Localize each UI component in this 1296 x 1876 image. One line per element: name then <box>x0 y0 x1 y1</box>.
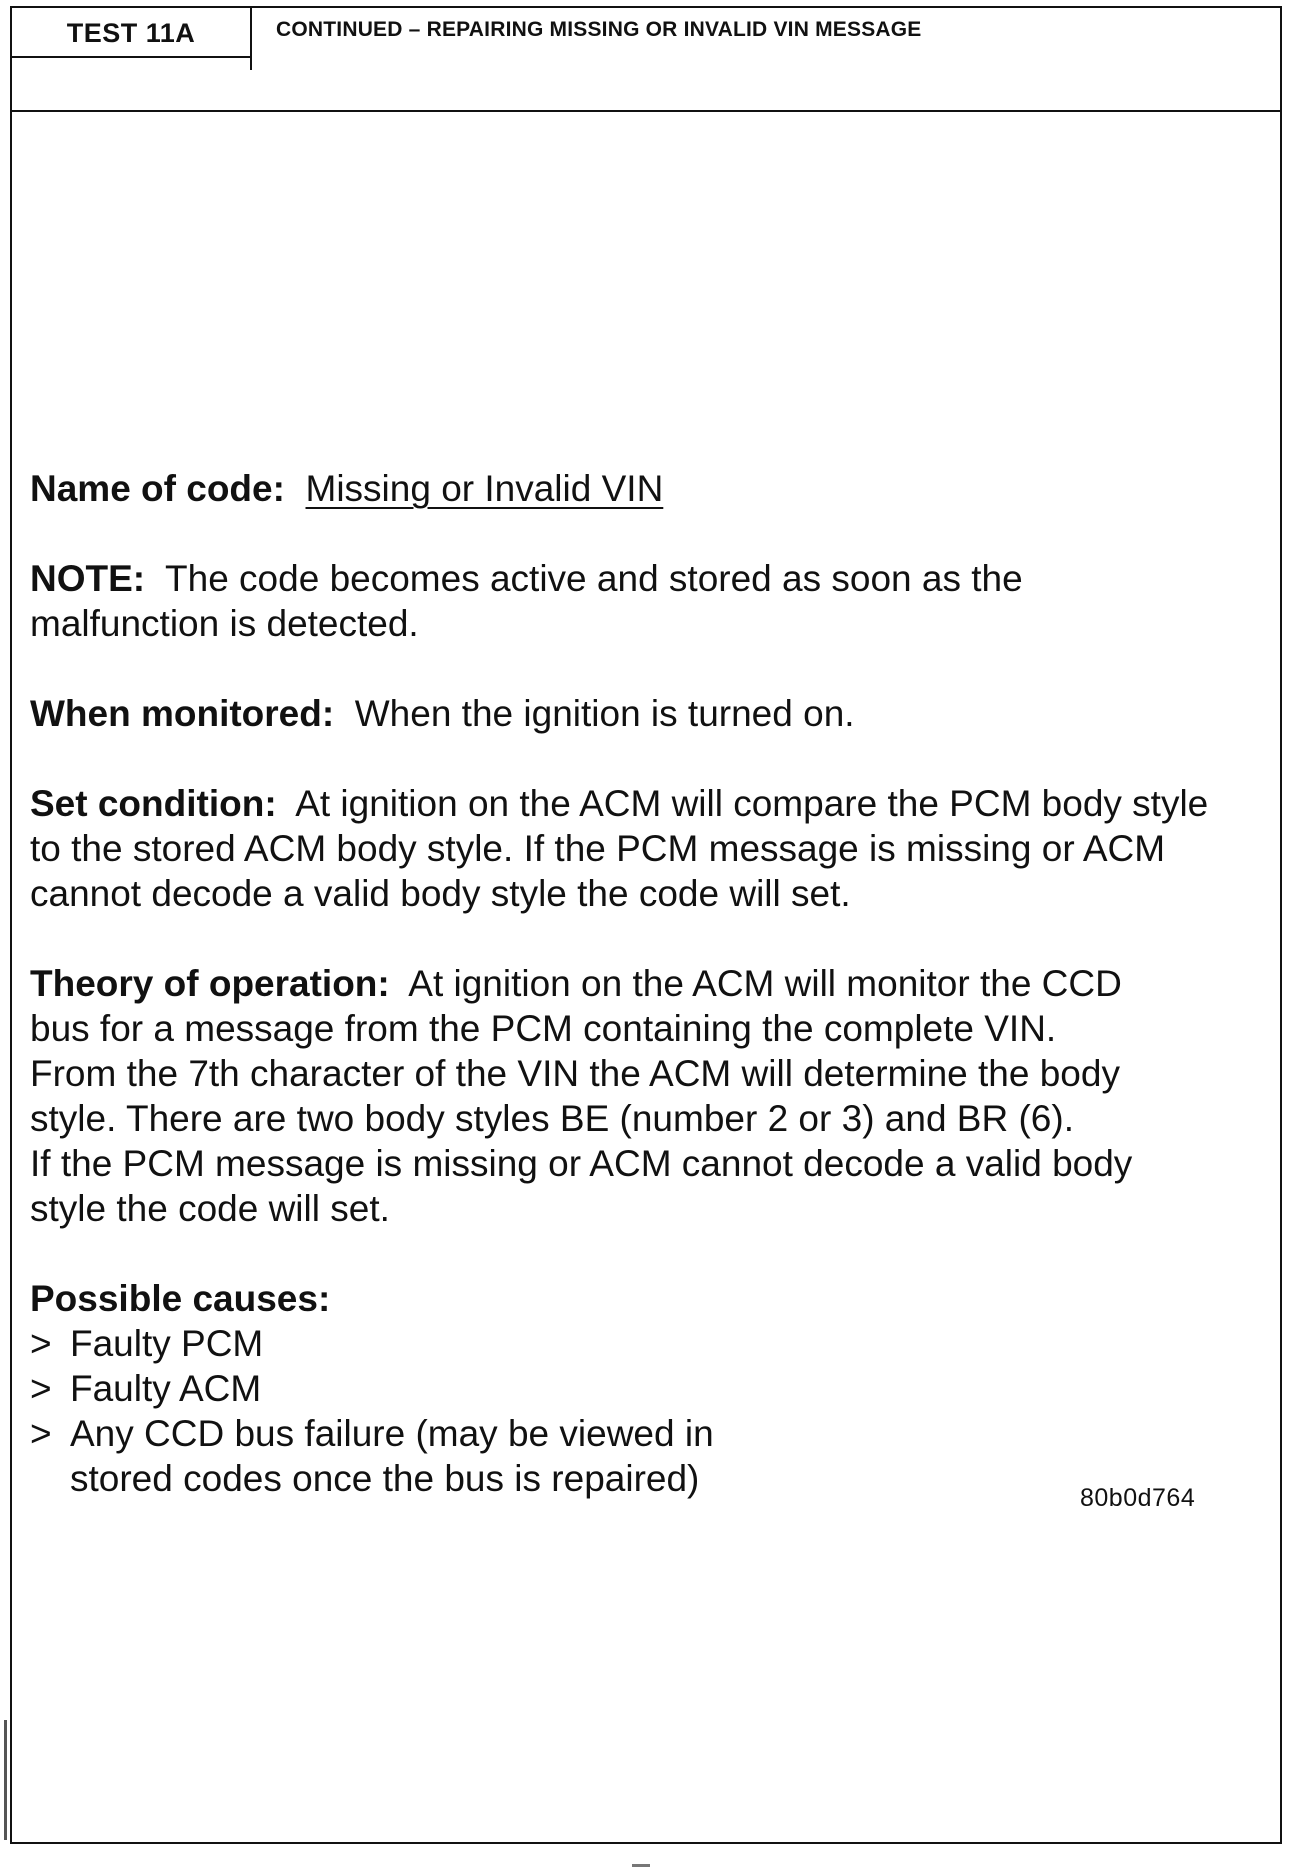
theory-label: Theory of operation: <box>30 963 390 1004</box>
cause-item <box>30 1366 1210 1411</box>
note-label: NOTE: <box>30 558 146 599</box>
when-monitored-label: When monitored: <box>30 693 335 734</box>
bullet-marker: > <box>30 1413 52 1454</box>
set-condition-paragraph <box>30 781 1210 916</box>
page-header <box>12 8 1280 112</box>
cause-text-continued: stored codes once the bus is repaired) <box>70 1458 700 1499</box>
cause-item <box>30 1321 1210 1366</box>
document-code: 80b0d764 <box>1080 1484 1196 1512</box>
theory-line: From the 7th character of the VIN the ACM will determine the body <box>30 1053 1120 1094</box>
note-paragraph <box>30 556 1210 646</box>
when-monitored-text: When the ignition is turned on. <box>354 693 855 734</box>
note-text: The code becomes active and stored as soon as the malfunction is detected. <box>30 558 1023 644</box>
cause-text: Faulty ACM <box>70 1368 262 1409</box>
theory-line: bus for a message from the PCM containing the complete VIN. <box>30 1008 1057 1049</box>
set-condition-label: Set condition: <box>30 783 277 824</box>
when-monitored-paragraph <box>30 691 1210 736</box>
bullet-marker: > <box>30 1323 52 1364</box>
cause-text: Faulty PCM <box>70 1323 264 1364</box>
page-number-fragment <box>632 1864 650 1867</box>
theory-line: style the code will set. <box>30 1188 390 1229</box>
code-name-value: Missing or Invalid VIN <box>305 468 664 509</box>
theory-line: style. There are two body styles BE (number 2 or 3) and BR (6). <box>30 1098 1074 1139</box>
scan-edge-mark <box>4 1720 7 1840</box>
cause-text: Any CCD bus failure (may be viewed in <box>70 1413 714 1454</box>
theory-line: If the PCM message is missing or ACM cannot decode a valid body <box>30 1143 1133 1184</box>
theory-paragraph <box>30 961 1210 1231</box>
possible-causes-label: Possible causes: <box>30 1278 331 1319</box>
bullet-marker: > <box>30 1368 52 1409</box>
test-label: TEST 11A <box>12 8 252 58</box>
possible-causes-section <box>30 1276 1210 1501</box>
set-condition-text: At ignition on the ACM will compare the PCM body style to the stored ACM body style. If the PCM message is missing or ACM cannot decode a valid body style the code will set. <box>30 783 1209 914</box>
header-title: CONTINUED – REPAIRING MISSING OR INVALID VIN MESSAGE <box>276 18 922 41</box>
cause-item <box>30 1411 1210 1501</box>
code-name-label: Name of code: <box>30 468 285 509</box>
header-divider <box>250 56 252 70</box>
test-description <box>30 466 1210 1501</box>
code-name-line <box>30 466 1210 511</box>
theory-line: At ignition on the ACM will monitor the CCD <box>408 963 1122 1004</box>
